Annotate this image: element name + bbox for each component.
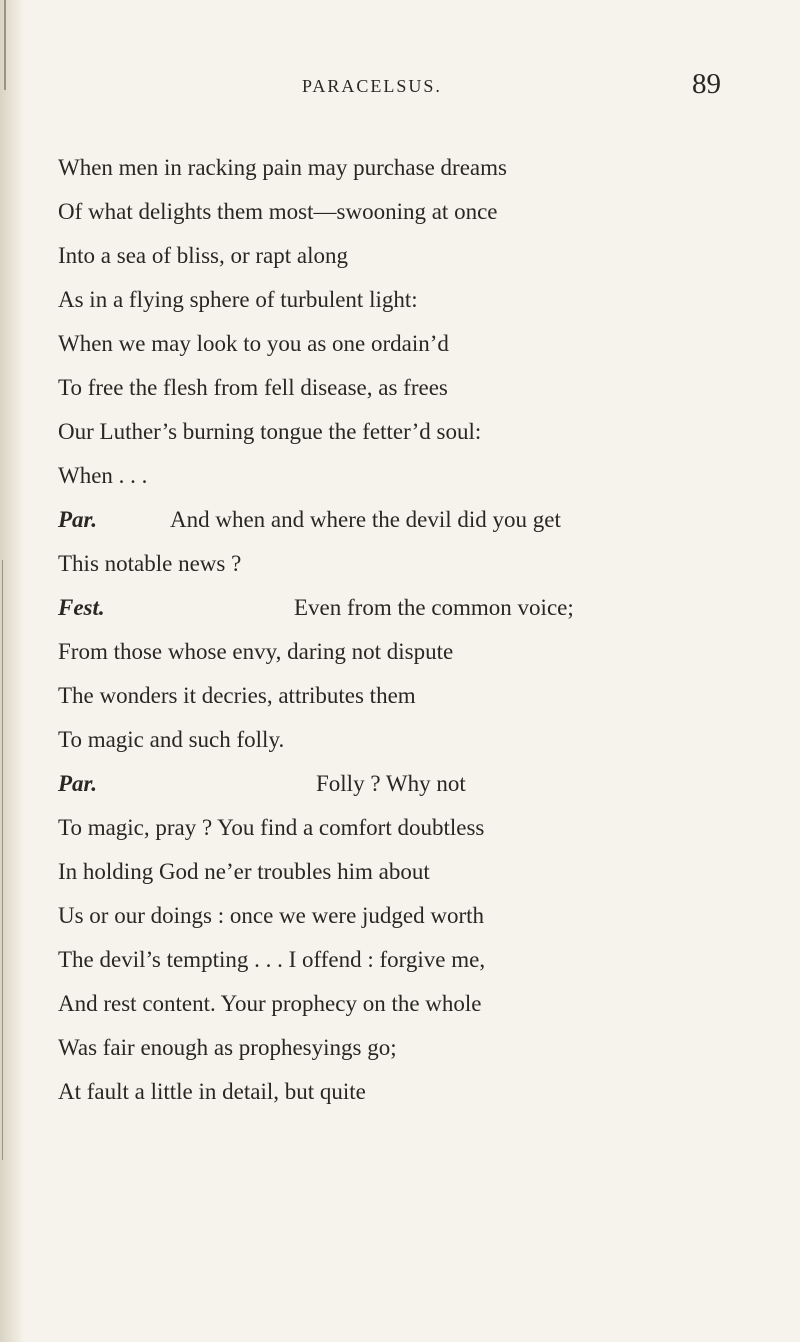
verse-line: Par. Folly ? Why not [58,764,798,804]
verse-line: And rest content. Your prophecy on the whole [58,991,482,1016]
verse-line: Par. And when and where the devil did you get [58,500,798,540]
verse-line: As in a flying sphere of turbulent light: [58,287,418,312]
verse-line: Us or our doings : once we were judged worth [58,903,485,928]
verse-line: To magic, pray ? You find a comfort doubtless [58,815,485,840]
gutter-rule [2,560,3,1160]
verse-line: At fault a little in detail, but quite [58,1079,366,1104]
speaker-label: Par. [58,507,97,532]
page-gutter [0,0,24,1342]
verse-line: When we may look to you as one ordain’d [58,331,449,356]
verse-line: Of what delights them most—swooning at once [58,199,498,224]
verse-line: The wonders it decries, attributes them [58,683,416,708]
verse-line: When . . . [58,463,148,488]
verse-line: Was fair enough as prophesyings go; [58,1035,397,1060]
verse-line: When men in racking pain may purchase dreams [58,155,507,180]
verse-line: Into a sea of bliss, or rapt along [58,243,348,268]
verse-line: In holding God ne’er troubles him about [58,859,430,884]
verse-line: Our Luther’s burning tongue the fetter’d soul: [58,419,482,444]
speaker-label: Fest. [58,595,105,620]
page-number: 89 [692,68,721,100]
verse-line: The devil’s tempting . . . I offend : forgive me, [58,947,486,972]
verse-line: To magic and such folly. [58,727,285,752]
verse-line: From those whose envy, daring not dispute [58,639,454,664]
speaker-label: Par. [58,771,97,796]
verse-line: Fest. Even from the common voice; [58,588,798,628]
running-head: PARACELSUS. [302,76,442,96]
verse-line: To free the flesh from fell disease, as frees [58,375,448,400]
verse-line: This notable news ? [58,551,242,576]
page-header [0,66,800,106]
